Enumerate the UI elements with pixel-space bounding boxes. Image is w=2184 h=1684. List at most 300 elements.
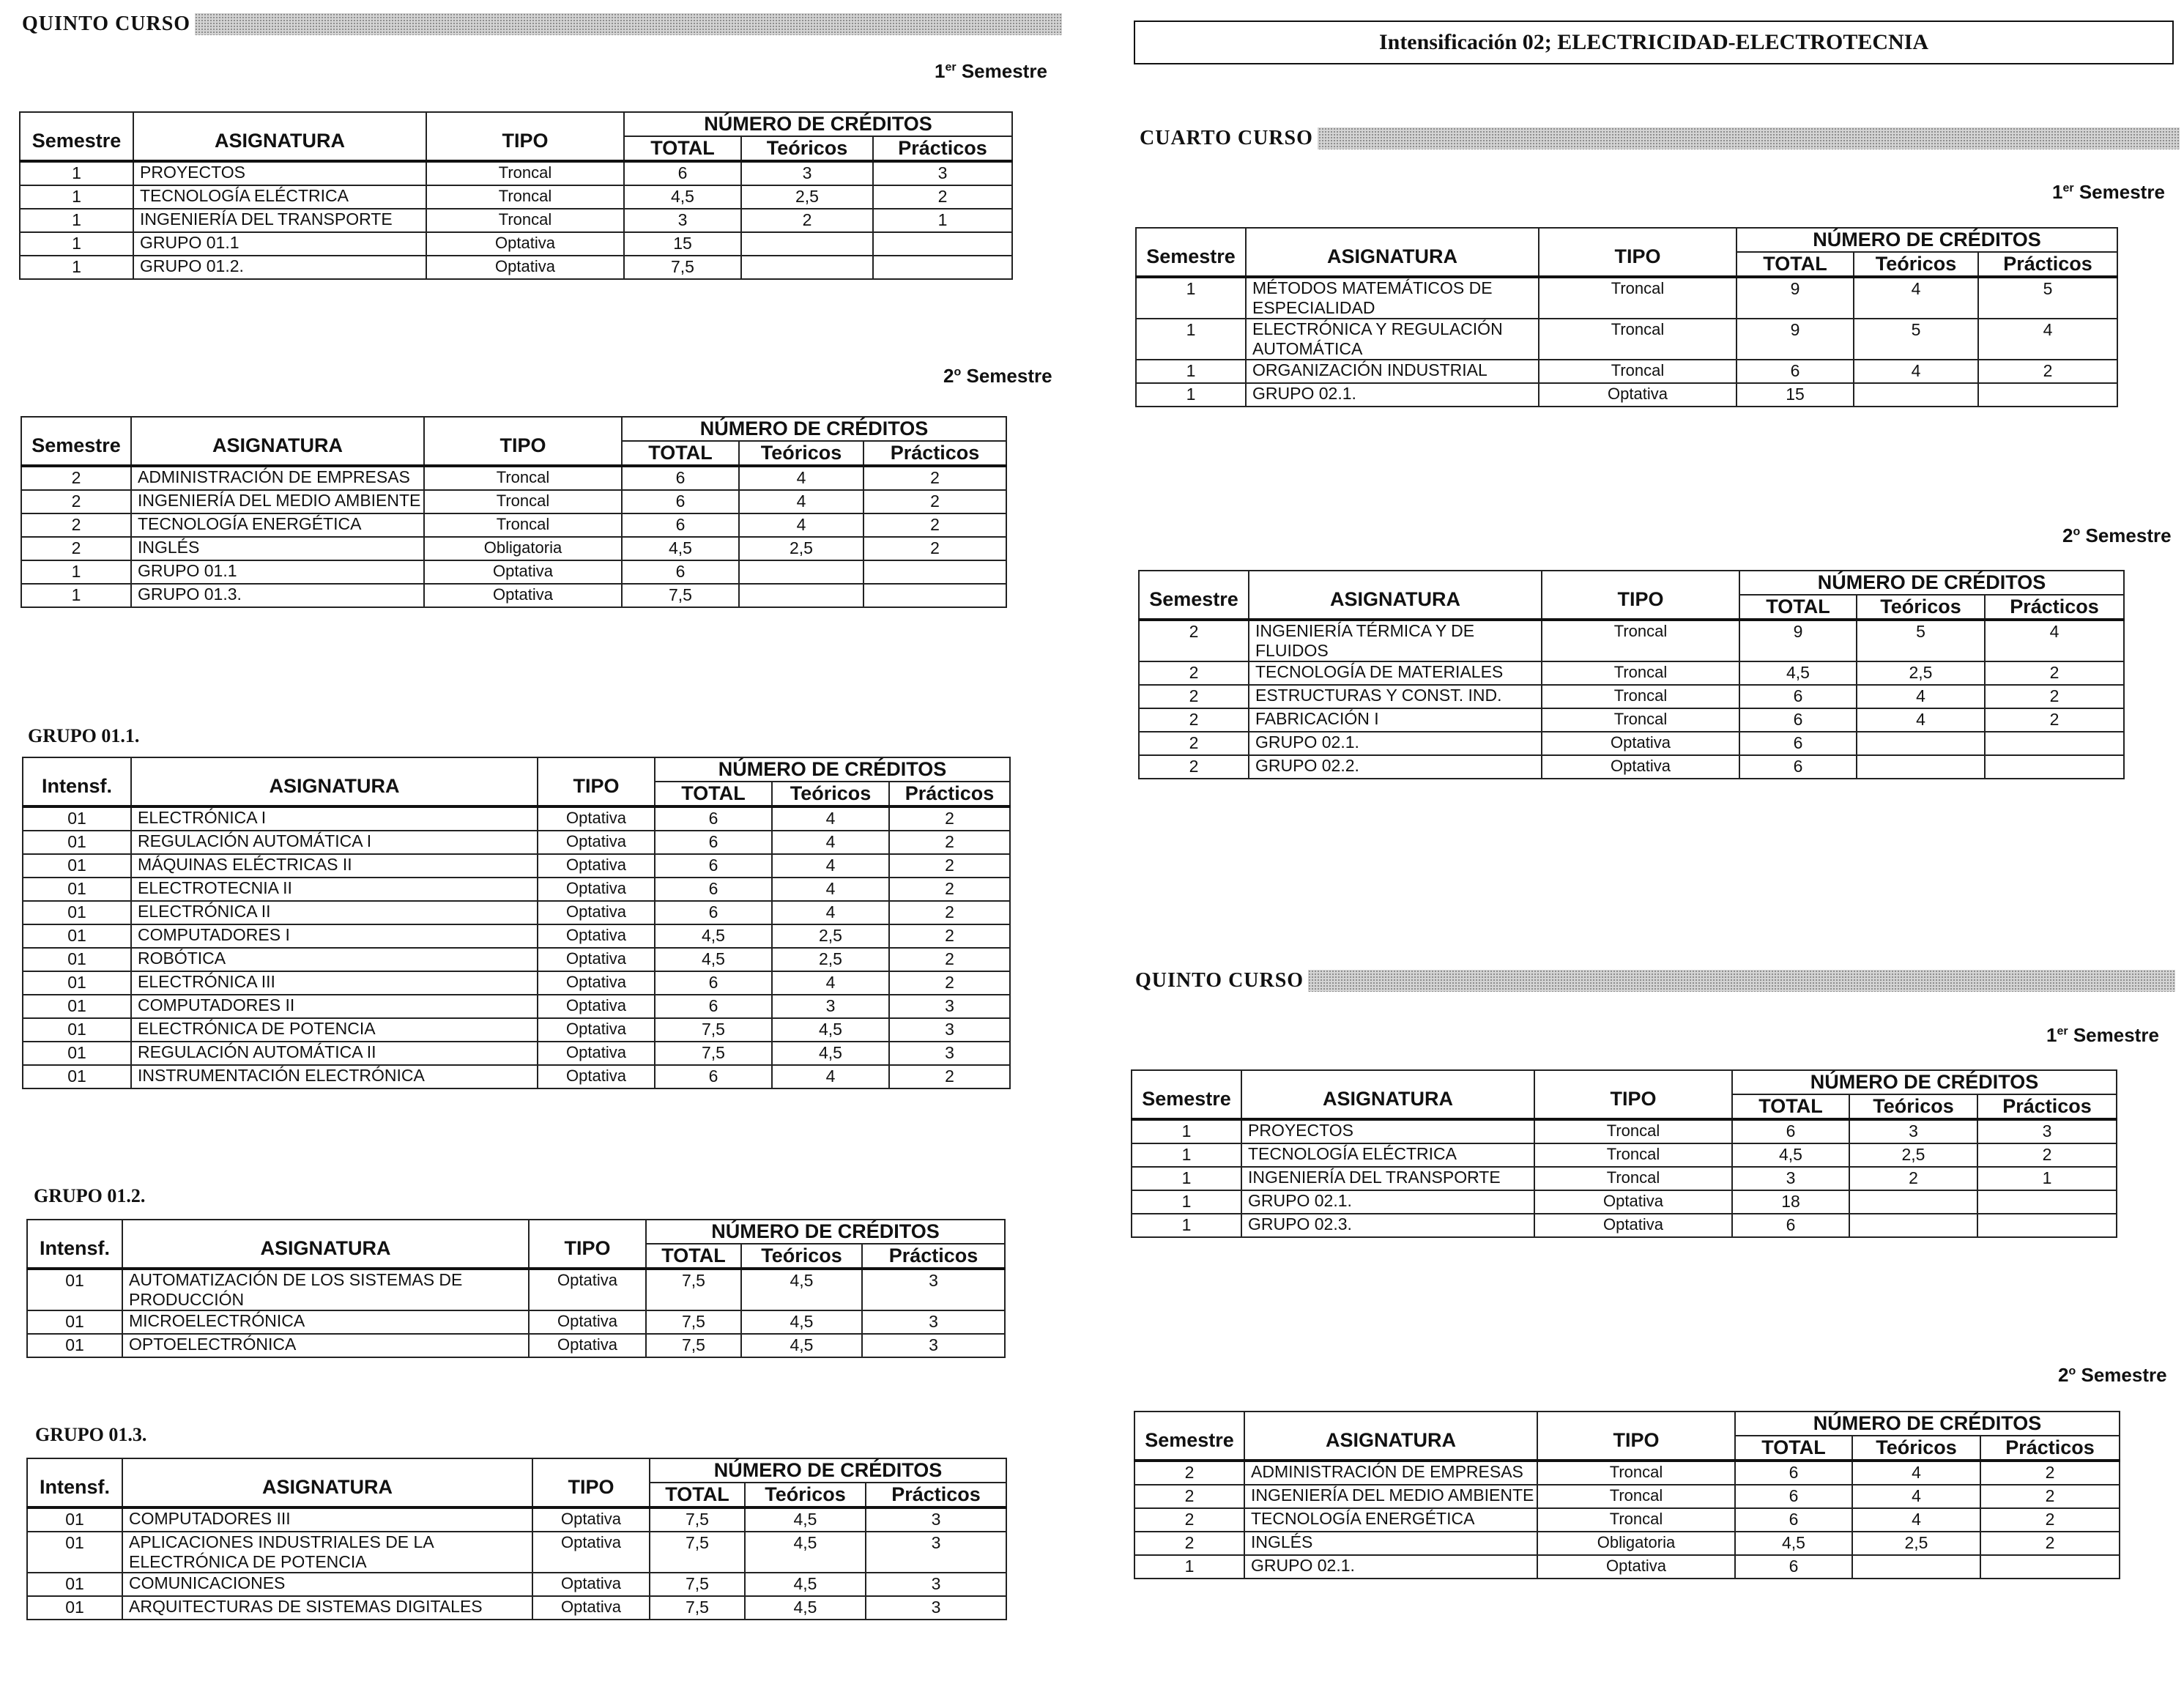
cell-teoricos: 5 (1857, 620, 1985, 661)
cell-first: 1 (1136, 277, 1246, 319)
cell-first: 1 (1132, 1190, 1241, 1214)
cell-total: 4,5 (655, 924, 772, 948)
cell-total: 6 (655, 854, 772, 878)
column-header-tipo: TIPO (424, 417, 622, 466)
cell-first: 2 (1139, 708, 1249, 732)
cell-teoricos: 4,5 (772, 1018, 889, 1042)
table-row (23, 901, 1010, 924)
cell-tipo: Troncal (1537, 1485, 1735, 1508)
cell-practicos: 4 (1978, 319, 2117, 360)
cell-tipo: Optativa (1542, 755, 1739, 779)
table-row (23, 1018, 1010, 1042)
cell-tipo: Troncal (424, 490, 622, 513)
cell-teoricos: 2 (741, 209, 873, 232)
cell-total: 6 (622, 466, 739, 490)
cell-tipo: Optativa (538, 878, 655, 901)
cell-asignatura: ESTRUCTURAS Y CONST. IND. (1249, 685, 1542, 708)
column-header-teoricos: Teóricos (741, 1244, 862, 1269)
cell-practicos: 2 (863, 490, 1006, 513)
cell-tipo: Optativa (538, 831, 655, 854)
cell-practicos: 2 (889, 948, 1010, 971)
cell-total: 7,5 (646, 1269, 741, 1310)
cell-first: 01 (23, 924, 131, 948)
column-header-first: Intensf. (27, 1220, 122, 1269)
cell-total: 4,5 (1732, 1143, 1849, 1167)
cell-teoricos: 4,5 (741, 1310, 862, 1334)
cell-practicos: 2 (889, 878, 1010, 901)
column-header-first: Semestre (1134, 1412, 1244, 1461)
cell-teoricos: 2,5 (772, 948, 889, 971)
cell-total: 6 (655, 995, 772, 1018)
cell-teoricos (1857, 732, 1985, 755)
cell-first: 01 (23, 1018, 131, 1042)
cell-tipo: Troncal (1534, 1167, 1732, 1190)
column-header-teoricos: Teóricos (1857, 595, 1985, 620)
cell-teoricos: 4 (772, 878, 889, 901)
cell-asignatura: GRUPO 01.1 (131, 560, 424, 584)
semester-1-label-quinto: 1er Semestre (2046, 1024, 2159, 1046)
cell-total: 4,5 (622, 537, 739, 560)
cell-asignatura: APLICACIONES INDUSTRIALES DE LA ELECTRÓNICA DE POTENCIA (122, 1532, 532, 1573)
cell-asignatura: ELECTRÓNICA Y REGULACIÓN AUTOMÁTICA (1246, 319, 1539, 360)
cell-teoricos: 4 (1857, 685, 1985, 708)
cell-tipo: Troncal (1537, 1461, 1735, 1485)
cell-teoricos: 4 (739, 490, 863, 513)
cell-teoricos: 3 (741, 161, 873, 185)
table-row (20, 232, 1012, 256)
column-header-teoricos: Teóricos (745, 1483, 866, 1507)
cell-teoricos: 2,5 (1857, 661, 1985, 685)
column-header-tipo: TIPO (1534, 1070, 1732, 1119)
cell-teoricos: 4 (1854, 360, 1978, 383)
cell-total: 6 (655, 878, 772, 901)
semester-1-label-left: 1er Semestre (935, 60, 1047, 82)
cell-total: 6 (624, 161, 741, 185)
cell-first: 01 (27, 1573, 122, 1596)
cell-tipo: Troncal (1539, 360, 1737, 383)
cell-asignatura: INGENIERÍA DEL TRANSPORTE (1241, 1167, 1534, 1190)
table-row (1136, 277, 2117, 319)
credits-group-header: NÚMERO DE CRÉDITOS (1732, 1070, 2117, 1094)
column-header-practicos: Prácticos (1978, 252, 2117, 277)
cell-first: 1 (21, 584, 131, 607)
cell-asignatura: ELECTRÓNICA III (131, 971, 538, 995)
column-header-total: TOTAL (1739, 595, 1857, 620)
table-left-quinto-sem1 (19, 111, 1013, 280)
table-quinto-sem2-right (1134, 1411, 2120, 1579)
cell-total: 3 (1732, 1167, 1849, 1190)
cell-teoricos: 4,5 (741, 1334, 862, 1357)
cell-asignatura: ELECTRÓNICA I (131, 806, 538, 831)
cell-asignatura: GRUPO 01.1 (133, 232, 426, 256)
table-row (21, 513, 1006, 537)
cell-teoricos: 4,5 (745, 1507, 866, 1532)
cell-asignatura: MÁQUINAS ELÉCTRICAS II (131, 854, 538, 878)
cell-teoricos: 4 (739, 466, 863, 490)
cell-practicos: 2 (1978, 360, 2117, 383)
cell-tipo: Obligatoria (424, 537, 622, 560)
cell-tipo: Optativa (538, 971, 655, 995)
quinto-curso-header-right: QUINTO CURSO (1135, 970, 2175, 992)
cell-tipo: Optativa (538, 1065, 655, 1088)
cell-first: 1 (1132, 1167, 1241, 1190)
cell-total: 7,5 (624, 256, 741, 279)
credits-group-header: NÚMERO DE CRÉDITOS (650, 1458, 1006, 1483)
credits-group-header: NÚMERO DE CRÉDITOS (622, 417, 1006, 441)
cell-teoricos: 4 (772, 1065, 889, 1088)
cell-tipo: Troncal (426, 209, 624, 232)
column-header-asignatura: ASIGNATURA (1244, 1412, 1537, 1461)
cell-asignatura: GRUPO 02.3. (1241, 1214, 1534, 1237)
cell-first: 1 (1132, 1143, 1241, 1167)
cell-asignatura: GRUPO 02.2. (1249, 755, 1542, 779)
cell-practicos (863, 584, 1006, 607)
cell-practicos: 2 (889, 854, 1010, 878)
column-header-asignatura: ASIGNATURA (122, 1458, 532, 1507)
table-row (27, 1596, 1006, 1620)
cell-total: 15 (624, 232, 741, 256)
cell-practicos (873, 256, 1012, 279)
column-header-asignatura: ASIGNATURA (1241, 1070, 1534, 1119)
cell-tipo: Optativa (532, 1507, 650, 1532)
table-row (23, 878, 1010, 901)
cell-total: 9 (1739, 620, 1857, 661)
cell-teoricos: 4 (1857, 708, 1985, 732)
cell-teoricos (741, 256, 873, 279)
cell-total: 6 (655, 901, 772, 924)
cell-asignatura: REGULACIÓN AUTOMÁTICA II (131, 1042, 538, 1065)
table-grupo-011 (22, 757, 1011, 1089)
cell-asignatura: PROYECTOS (1241, 1119, 1534, 1143)
cell-teoricos: 4 (772, 854, 889, 878)
semester-2-label-cuarto: 2$^o$ Semestre (2062, 524, 2172, 546)
table-row (23, 1042, 1010, 1065)
cell-asignatura: INGLÉS (1244, 1532, 1537, 1555)
cell-total: 7,5 (646, 1310, 741, 1334)
semester-1-label-cuarto: 1er Semestre (2052, 181, 2165, 203)
column-header-asignatura: ASIGNATURA (122, 1220, 529, 1269)
column-header-total: TOTAL (622, 441, 739, 466)
cell-teoricos (1857, 755, 1985, 779)
cell-first: 1 (21, 560, 131, 584)
table-row (1132, 1143, 2117, 1167)
cell-teoricos: 4 (1852, 1461, 1980, 1485)
cell-practicos: 2 (1980, 1532, 2120, 1555)
column-header-asignatura: ASIGNATURA (131, 417, 424, 466)
cell-teoricos: 2,5 (772, 924, 889, 948)
table-row (27, 1310, 1005, 1334)
cell-practicos: 1 (873, 209, 1012, 232)
cell-asignatura: GRUPO 02.1. (1246, 383, 1539, 407)
cell-teoricos: 4 (772, 901, 889, 924)
cell-teoricos: 4 (1852, 1508, 1980, 1532)
grupo-011-label: GRUPO 01.1. (28, 725, 140, 746)
cell-total: 6 (1737, 360, 1854, 383)
cell-total: 3 (624, 209, 741, 232)
cell-asignatura: ELECTRÓNICA DE POTENCIA (131, 1018, 538, 1042)
cell-teoricos (1849, 1214, 1977, 1237)
table-grupo-012 (26, 1219, 1006, 1358)
cell-total: 9 (1737, 277, 1854, 319)
cell-tipo: Troncal (1542, 685, 1739, 708)
cell-tipo: Optativa (1539, 383, 1737, 407)
cell-total: 6 (1735, 1461, 1852, 1485)
cell-tipo: Optativa (1534, 1214, 1732, 1237)
cell-practicos (1985, 755, 2124, 779)
credits-group-header: NÚMERO DE CRÉDITOS (1739, 571, 2124, 595)
cell-total: 6 (655, 1065, 772, 1088)
column-header-total: TOTAL (1735, 1436, 1852, 1461)
cell-teoricos: 2 (1849, 1167, 1977, 1190)
column-header-asignatura: ASIGNATURA (1246, 228, 1539, 277)
table-row (27, 1532, 1006, 1573)
cell-first: 01 (23, 831, 131, 854)
table-row (23, 831, 1010, 854)
cell-first: 01 (23, 878, 131, 901)
cell-first: 2 (1139, 620, 1249, 661)
cell-total: 7,5 (655, 1042, 772, 1065)
cell-total: 6 (655, 971, 772, 995)
column-header-practicos: Prácticos (1985, 595, 2124, 620)
table-row (21, 537, 1006, 560)
cell-practicos: 3 (873, 161, 1012, 185)
cell-asignatura: TECNOLOGÍA ENERGÉTICA (1244, 1508, 1537, 1532)
cell-asignatura: TECNOLOGÍA ELÉCTRICA (133, 185, 426, 209)
column-header-first: Semestre (1132, 1070, 1241, 1119)
cell-tipo: Optativa (538, 1042, 655, 1065)
cell-first: 2 (1139, 732, 1249, 755)
table-row (1134, 1461, 2120, 1485)
cell-first: 1 (1132, 1214, 1241, 1237)
cell-asignatura: COMPUTADORES I (131, 924, 538, 948)
table-row (23, 1065, 1010, 1088)
cell-total: 6 (655, 831, 772, 854)
table-row (23, 854, 1010, 878)
cell-practicos: 3 (862, 1310, 1005, 1334)
cell-practicos: 3 (866, 1596, 1006, 1620)
cell-practicos: 2 (889, 971, 1010, 995)
column-header-teoricos: Teóricos (739, 441, 863, 466)
cell-tipo: Optativa (529, 1269, 646, 1310)
cell-asignatura: INGENIERÍA DEL MEDIO AMBIENTE (1244, 1485, 1537, 1508)
cell-asignatura: MÉTODOS MATEMÁTICOS DE ESPECIALIDAD (1246, 277, 1539, 319)
cell-practicos (1977, 1190, 2117, 1214)
cell-practicos: 3 (866, 1532, 1006, 1573)
cell-tipo: Obligatoria (1537, 1532, 1735, 1555)
table-row (21, 560, 1006, 584)
cell-asignatura: TECNOLOGÍA DE MATERIALES (1249, 661, 1542, 685)
intensificacion-title: Intensificación 02; ELECTRICIDAD-ELECTROTECNIA (1134, 21, 2174, 64)
cell-teoricos: 4,5 (745, 1532, 866, 1573)
cell-teoricos: 4,5 (772, 1042, 889, 1065)
cell-tipo: Optativa (532, 1573, 650, 1596)
table-row (1136, 360, 2117, 383)
table-row (1139, 661, 2124, 685)
cell-total: 15 (1737, 383, 1854, 407)
cell-total: 9 (1737, 319, 1854, 360)
cell-teoricos (739, 584, 863, 607)
column-header-asignatura: ASIGNATURA (131, 757, 538, 806)
cell-tipo: Optativa (424, 560, 622, 584)
column-header-tipo: TIPO (529, 1220, 646, 1269)
table-cuarto-sem2 (1138, 570, 2125, 779)
cell-teoricos: 2,5 (1852, 1532, 1980, 1555)
table-row (23, 971, 1010, 995)
table-row (1134, 1532, 2120, 1555)
cell-asignatura: INGENIERÍA TÉRMICA Y DE FLUIDOS (1249, 620, 1542, 661)
cell-first: 01 (23, 1065, 131, 1088)
cell-total: 6 (1739, 732, 1857, 755)
cell-practicos: 2 (873, 185, 1012, 209)
cell-teoricos (739, 560, 863, 584)
cell-first: 1 (20, 256, 133, 279)
table-row (23, 995, 1010, 1018)
cuarto-curso-header: CUARTO CURSO (1140, 127, 2180, 149)
column-header-total: TOTAL (650, 1483, 745, 1507)
cell-tipo: Optativa (538, 948, 655, 971)
cell-first: 2 (1134, 1485, 1244, 1508)
cell-first: 1 (20, 232, 133, 256)
cell-first: 01 (27, 1507, 122, 1532)
cell-asignatura: INGENIERÍA DEL MEDIO AMBIENTE (131, 490, 424, 513)
cell-asignatura: COMPUTADORES II (131, 995, 538, 1018)
cell-total: 18 (1732, 1190, 1849, 1214)
cell-tipo: Optativa (1542, 732, 1739, 755)
table-row (20, 209, 1012, 232)
column-header-tipo: TIPO (426, 112, 624, 161)
table-row (1132, 1214, 2117, 1237)
cell-first: 01 (23, 854, 131, 878)
cell-practicos (1980, 1555, 2120, 1579)
column-header-total: TOTAL (1737, 252, 1854, 277)
table-row (27, 1334, 1005, 1357)
cell-asignatura: ROBÓTICA (131, 948, 538, 971)
grupo-012-label: GRUPO 01.2. (34, 1185, 146, 1206)
cell-total: 6 (655, 806, 772, 831)
column-header-practicos: Prácticos (873, 136, 1012, 161)
column-header-tipo: TIPO (532, 1458, 650, 1507)
cell-first: 01 (23, 995, 131, 1018)
cell-total: 6 (1739, 755, 1857, 779)
credits-group-header: NÚMERO DE CRÉDITOS (1735, 1412, 2120, 1436)
table-row (1139, 685, 2124, 708)
cell-first: 1 (20, 161, 133, 185)
cell-practicos: 2 (889, 901, 1010, 924)
column-header-practicos: Prácticos (862, 1244, 1005, 1269)
cell-first: 01 (23, 948, 131, 971)
cell-teoricos: 4 (1852, 1485, 1980, 1508)
cell-practicos: 5 (1978, 277, 2117, 319)
table-row (1139, 755, 2124, 779)
cell-tipo: Troncal (1539, 277, 1737, 319)
cell-practicos: 3 (862, 1334, 1005, 1357)
credits-group-header: NÚMERO DE CRÉDITOS (646, 1220, 1005, 1244)
cell-teoricos: 5 (1854, 319, 1978, 360)
cell-total: 6 (1732, 1119, 1849, 1143)
cell-asignatura: REGULACIÓN AUTOMÁTICA I (131, 831, 538, 854)
cell-first: 1 (20, 185, 133, 209)
cell-tipo: Troncal (426, 161, 624, 185)
table-row (1139, 732, 2124, 755)
cell-practicos: 2 (1980, 1508, 2120, 1532)
cell-teoricos (1852, 1555, 1980, 1579)
cell-practicos: 2 (863, 513, 1006, 537)
cell-tipo: Troncal (1534, 1119, 1732, 1143)
column-header-tipo: TIPO (538, 757, 655, 806)
table-row (21, 490, 1006, 513)
cell-first: 2 (21, 490, 131, 513)
cell-first: 1 (1134, 1555, 1244, 1579)
column-header-asignatura: ASIGNATURA (133, 112, 426, 161)
table-row (23, 948, 1010, 971)
cell-asignatura: COMUNICACIONES (122, 1573, 532, 1596)
cell-first: 01 (27, 1269, 122, 1310)
column-header-teoricos: Teóricos (741, 136, 873, 161)
column-header-first: Semestre (1139, 571, 1249, 620)
cell-asignatura: ORGANIZACIÓN INDUSTRIAL (1246, 360, 1539, 383)
table-row (1136, 319, 2117, 360)
cell-tipo: Optativa (1537, 1555, 1735, 1579)
cell-teoricos (1849, 1190, 1977, 1214)
column-header-first: Semestre (1136, 228, 1246, 277)
cell-asignatura: GRUPO 01.2. (133, 256, 426, 279)
cell-total: 6 (1735, 1555, 1852, 1579)
credits-group-header: NÚMERO DE CRÉDITOS (624, 112, 1012, 136)
column-header-teoricos: Teóricos (772, 782, 889, 806)
column-header-practicos: Prácticos (866, 1483, 1006, 1507)
cell-total: 6 (622, 490, 739, 513)
cell-total: 7,5 (650, 1532, 745, 1573)
table-left-quinto-sem2 (21, 416, 1007, 608)
table-row (1139, 708, 2124, 732)
cell-practicos: 2 (863, 466, 1006, 490)
table-row (23, 806, 1010, 831)
cell-teoricos: 4,5 (741, 1269, 862, 1310)
cell-teoricos: 2,5 (1849, 1143, 1977, 1167)
cell-asignatura: MICROELECTRÓNICA (122, 1310, 529, 1334)
table-cuarto-sem1 (1135, 227, 2118, 407)
cell-practicos (863, 560, 1006, 584)
cell-practicos: 3 (866, 1573, 1006, 1596)
cell-practicos: 2 (863, 537, 1006, 560)
cell-practicos: 4 (1985, 620, 2124, 661)
cell-tipo: Optativa (538, 1018, 655, 1042)
cell-tipo: Troncal (1539, 319, 1737, 360)
cell-practicos: 1 (1977, 1167, 2117, 1190)
cell-first: 1 (20, 209, 133, 232)
cell-practicos: 2 (1985, 708, 2124, 732)
table-row (1132, 1167, 2117, 1190)
column-header-first: Semestre (21, 417, 131, 466)
cell-tipo: Optativa (529, 1334, 646, 1357)
cell-tipo: Troncal (1542, 661, 1739, 685)
cell-practicos: 3 (862, 1269, 1005, 1310)
cell-tipo: Optativa (538, 854, 655, 878)
table-row (21, 466, 1006, 490)
cell-asignatura: FABRICACIÓN I (1249, 708, 1542, 732)
cell-asignatura: COMPUTADORES III (122, 1507, 532, 1532)
table-row (27, 1269, 1005, 1310)
cell-first: 1 (1136, 319, 1246, 360)
grupo-013-label: GRUPO 01.3. (35, 1424, 147, 1445)
table-row (1132, 1190, 2117, 1214)
cell-first: 1 (1136, 360, 1246, 383)
cell-first: 01 (23, 806, 131, 831)
cell-first: 01 (27, 1310, 122, 1334)
semester-2-label-quinto: 2$^o$ Semestre (2058, 1364, 2167, 1386)
cell-practicos: 3 (889, 1018, 1010, 1042)
cell-practicos: 3 (889, 1042, 1010, 1065)
